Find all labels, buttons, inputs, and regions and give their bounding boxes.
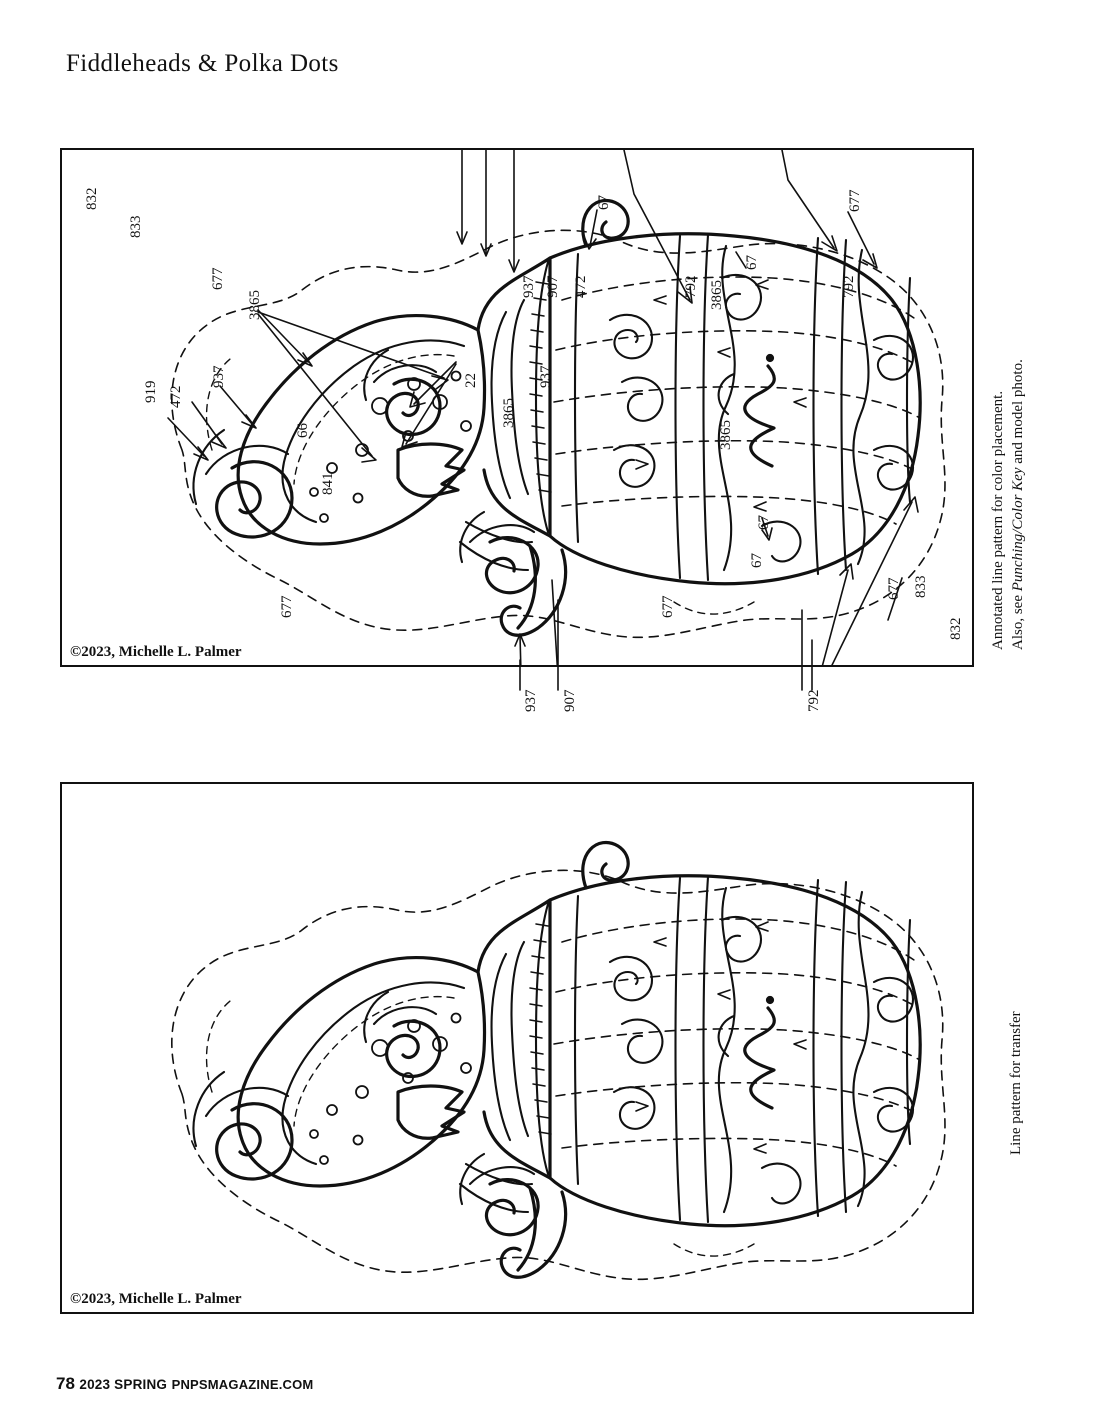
annotation-label: 677 xyxy=(279,595,295,618)
annotation-label: 677 xyxy=(210,267,226,290)
annotation-label: 677 xyxy=(660,595,676,618)
copyright-notice: ©2023, Michelle L. Palmer xyxy=(70,1291,242,1307)
page-title: Fiddleheads & Polka Dots xyxy=(66,50,339,77)
annotation-label: 67 xyxy=(749,553,765,568)
caption-line-1: Annotated line pattern for color placement. xyxy=(990,390,1006,650)
annotation-label: 66 xyxy=(295,423,311,438)
annotation-label: 832 xyxy=(84,187,100,210)
annotation-label: 937 xyxy=(538,365,554,388)
annotation-label: 907 xyxy=(545,275,561,298)
magazine-url: PNPSMAGAZINE.COM xyxy=(171,1377,314,1392)
caption-prefix: Also, see xyxy=(1010,591,1027,650)
annotated-pattern-panel xyxy=(60,148,974,667)
page-number: 78 xyxy=(56,1374,75,1393)
annotation-label: 937 xyxy=(521,275,537,298)
annotation-label: 841 xyxy=(320,472,336,495)
annotation-label: 67 xyxy=(744,255,760,270)
caption-italic: Punching/Color Key xyxy=(1010,467,1027,592)
annotation-label: 3865 xyxy=(718,420,734,450)
annotation-label: 677 xyxy=(886,577,902,600)
annotation-label: 833 xyxy=(128,215,144,238)
copyright-notice: ©2023, Michelle L. Palmer xyxy=(70,644,242,660)
caption-line-2 xyxy=(1008,359,1028,650)
annotation-label: 67 xyxy=(756,515,772,530)
annotation-label: 792 xyxy=(806,689,822,712)
annotation-label: 472 xyxy=(573,275,589,298)
page-footer xyxy=(56,1374,313,1394)
annotation-label: 472 xyxy=(168,385,184,408)
annotation-label: 67 xyxy=(596,195,612,210)
annotation-label: 3865 xyxy=(501,398,517,428)
annotation-label: 22 xyxy=(463,373,479,388)
annotation-label: 3865 xyxy=(247,290,263,320)
annotation-label: 792 xyxy=(841,275,857,298)
caption-suffix: and model photo. xyxy=(1010,359,1027,468)
annotation-label: 919 xyxy=(143,380,159,403)
annotation-label: 677 xyxy=(847,189,863,212)
annotation-label: 792 xyxy=(683,275,699,298)
annotation-label: 833 xyxy=(913,575,929,598)
annotation-label: 937 xyxy=(523,689,539,712)
annotated-panel-caption xyxy=(988,359,1029,650)
transfer-pattern-artwork xyxy=(62,784,972,1312)
issue-label: 2023 SPRING xyxy=(79,1377,168,1392)
transfer-pattern-panel xyxy=(60,782,974,1314)
transfer-panel-caption: Line pattern for transfer xyxy=(1008,1011,1024,1155)
annotation-label: 832 xyxy=(948,617,964,640)
annotation-label: 937 xyxy=(211,365,227,388)
annotation-label: 907 xyxy=(562,689,578,712)
annotation-label: 3865 xyxy=(709,280,725,310)
